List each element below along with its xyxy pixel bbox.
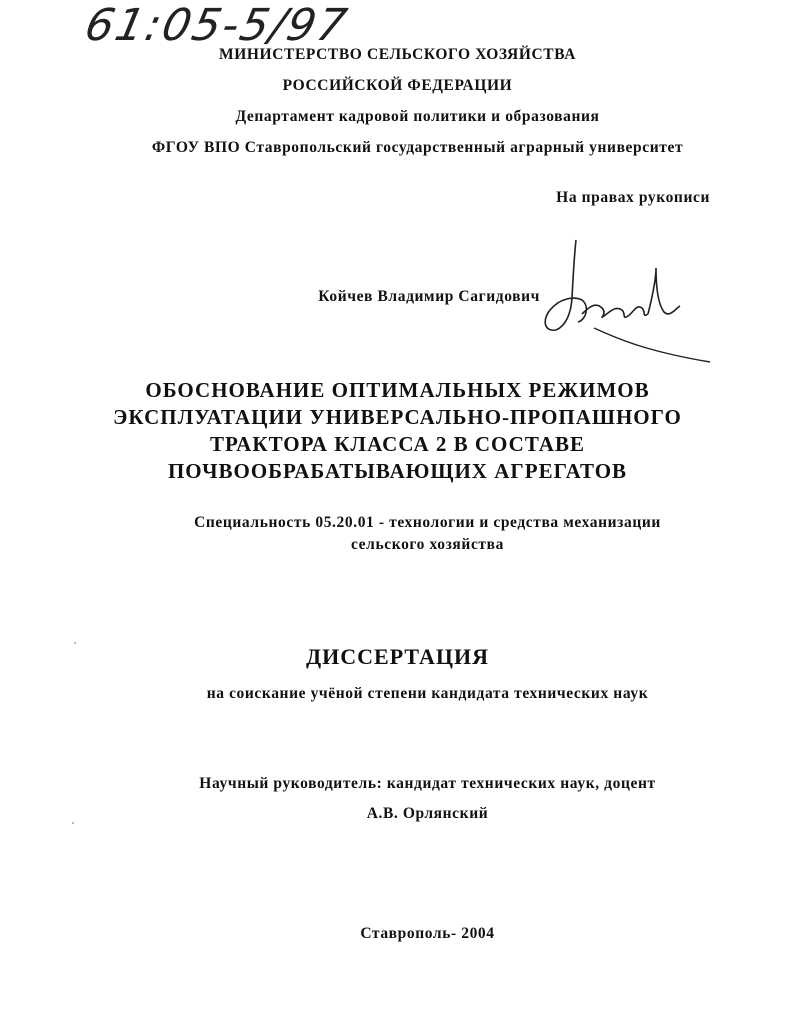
department: Департамент кадровой политики и образования [235,108,600,125]
title-line-4: ПОЧВООБРАБАТЫВАЮЩИХ АГРЕГАТОВ [167,459,628,483]
scan-speck [74,642,76,644]
doc-type: ДИССЕРТАЦИЯ [306,644,489,669]
degree: на соискание учёной степени кандидата технических наук [206,685,649,702]
ministry-line-2: РОССИЙСКОЙ ФЕДЕРАЦИИ [282,77,513,94]
supervisor-title: Научный руководитель: кандидат технических наук, доцент [199,775,656,792]
title-line-2: ЭКСПЛУАТАЦИИ УНИВЕРСАЛЬНО-ПРОПАШНОГО [113,405,682,429]
archive-code-handwritten: 61:05-5/97 [80,0,353,51]
signature [530,228,730,368]
author-name: Койчев Владимир Сагидович [318,288,540,305]
title-line-1: ОБОСНОВАНИЕ ОПТИМАЛЬНЫХ РЕЖИМОВ [145,378,650,402]
ministry-line-1: МИНИСТЕРСТВО СЕЛЬСКОГО ХОЗЯЙСТВА [219,46,576,63]
specialty-line-1: Специальность 05.20.01 - технологии и средства механизации [194,514,661,531]
supervisor-name: А.В. Орлянский [366,805,489,822]
specialty-line-2: сельского хозяйства [351,536,504,553]
manuscript-note: На правах рукописи [556,189,710,206]
university: ФГОУ ВПО Ставропольский государственный аграрный университет [151,139,684,156]
title-line-3: ТРАКТОРА КЛАССА 2 В СОСТАВЕ [210,432,585,456]
scan-speck [72,822,74,824]
city-year: Ставрополь- 2004 [360,925,495,942]
